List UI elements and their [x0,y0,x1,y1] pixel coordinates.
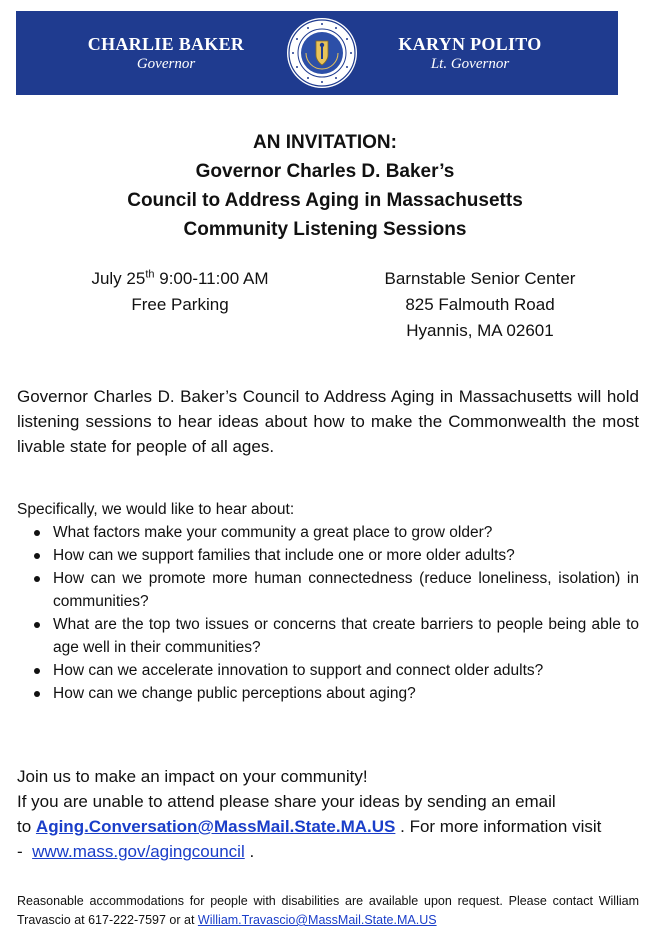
governor-block [56,33,276,73]
event-venue: Barnstable Senior Center [384,269,576,288]
bullet-icon [34,553,40,559]
bullet-icon [34,668,40,674]
header-banner [16,11,618,95]
questions-section [17,498,639,705]
massachusetts-seal-icon [286,17,358,89]
title-line-4: Community Listening Sessions [183,219,467,240]
lt-governor-name: KARYN POLITO [398,34,542,54]
event-time: 9:00-11:00 AM [159,269,269,288]
lt-governor-block [360,33,580,73]
governor-role: Governor [136,56,196,72]
aging-council-website-link[interactable]: www.mass.gov/agingcouncil [32,842,245,861]
list-item [17,613,639,659]
join-line-3 [17,814,639,839]
question-text: How can we promote more human connectedness (reduce loneliness, isolation) in communities? [53,570,639,610]
period-text: . [249,842,255,861]
join-to-text: to [17,817,32,836]
title-line-3: Council to Address Aging in Massachusetts [127,190,523,211]
event-location-block [350,266,610,344]
question-text: How can we support families that include one or more older adults? [53,547,515,564]
question-text: What are the top two issues or concerns that create barriers to people being able to age well in their communities? [53,616,639,656]
list-item [17,682,639,705]
lt-governor-role: Lt. Governor [430,56,510,72]
list-item [17,567,639,613]
event-time-block [50,266,310,318]
accommodations-note [17,892,639,930]
join-line-4 [17,839,639,864]
list-item [17,521,639,544]
list-item [17,544,639,567]
questions-lead: Specifically, we would like to hear about: [17,501,295,518]
questions-list [17,521,639,705]
aging-conversation-email-link[interactable]: Aging.Conversation@MassMail.State.MA.US [35,817,396,836]
join-line-1: Join us to make an impact on your community! [17,767,368,786]
invitation-title [0,128,650,244]
governor-name: CHARLIE BAKER [87,34,245,54]
list-item [17,659,639,682]
event-street: 825 Falmouth Road [405,295,555,314]
event-city: Hyannis, MA 02601 [406,321,554,340]
bullet-icon [34,622,40,628]
accommodations-text: Reasonable accommodations for people with disabilities are available upon request. Please contact William Travascio at 617-222-7597 or at [17,894,639,927]
question-text: How can we change public perceptions about aging? [53,685,416,702]
more-info-text: . For more information visit [400,817,602,836]
event-date: July 25 [91,269,146,288]
event-date-suffix: th [145,268,155,281]
intro-paragraph: Governor Charles D. Baker’s Council to Address Aging in Massachusetts will hold listening sessions to hear ideas about how to make the Commonwealth the most livable state for people of all ages. [17,387,639,456]
dash-text: - [17,842,23,861]
question-text: How can we accelerate innovation to support and connect older adults? [53,662,544,679]
event-date-line [50,266,310,292]
event-parking: Free Parking [131,295,229,314]
bullet-icon [34,576,40,582]
call-to-action [17,764,639,864]
bullet-icon [34,691,40,697]
contact-email-link[interactable]: William.Travascio@MassMail.State.MA.US [197,913,437,927]
title-line-2: Governor Charles D. Baker’s [195,161,455,182]
join-line-2: If you are unable to attend please share your ideas by sending an email [17,792,556,811]
title-line-1: AN INVITATION: [253,132,397,153]
bullet-icon [34,530,40,536]
question-text: What factors make your community a great place to grow older? [53,524,493,541]
